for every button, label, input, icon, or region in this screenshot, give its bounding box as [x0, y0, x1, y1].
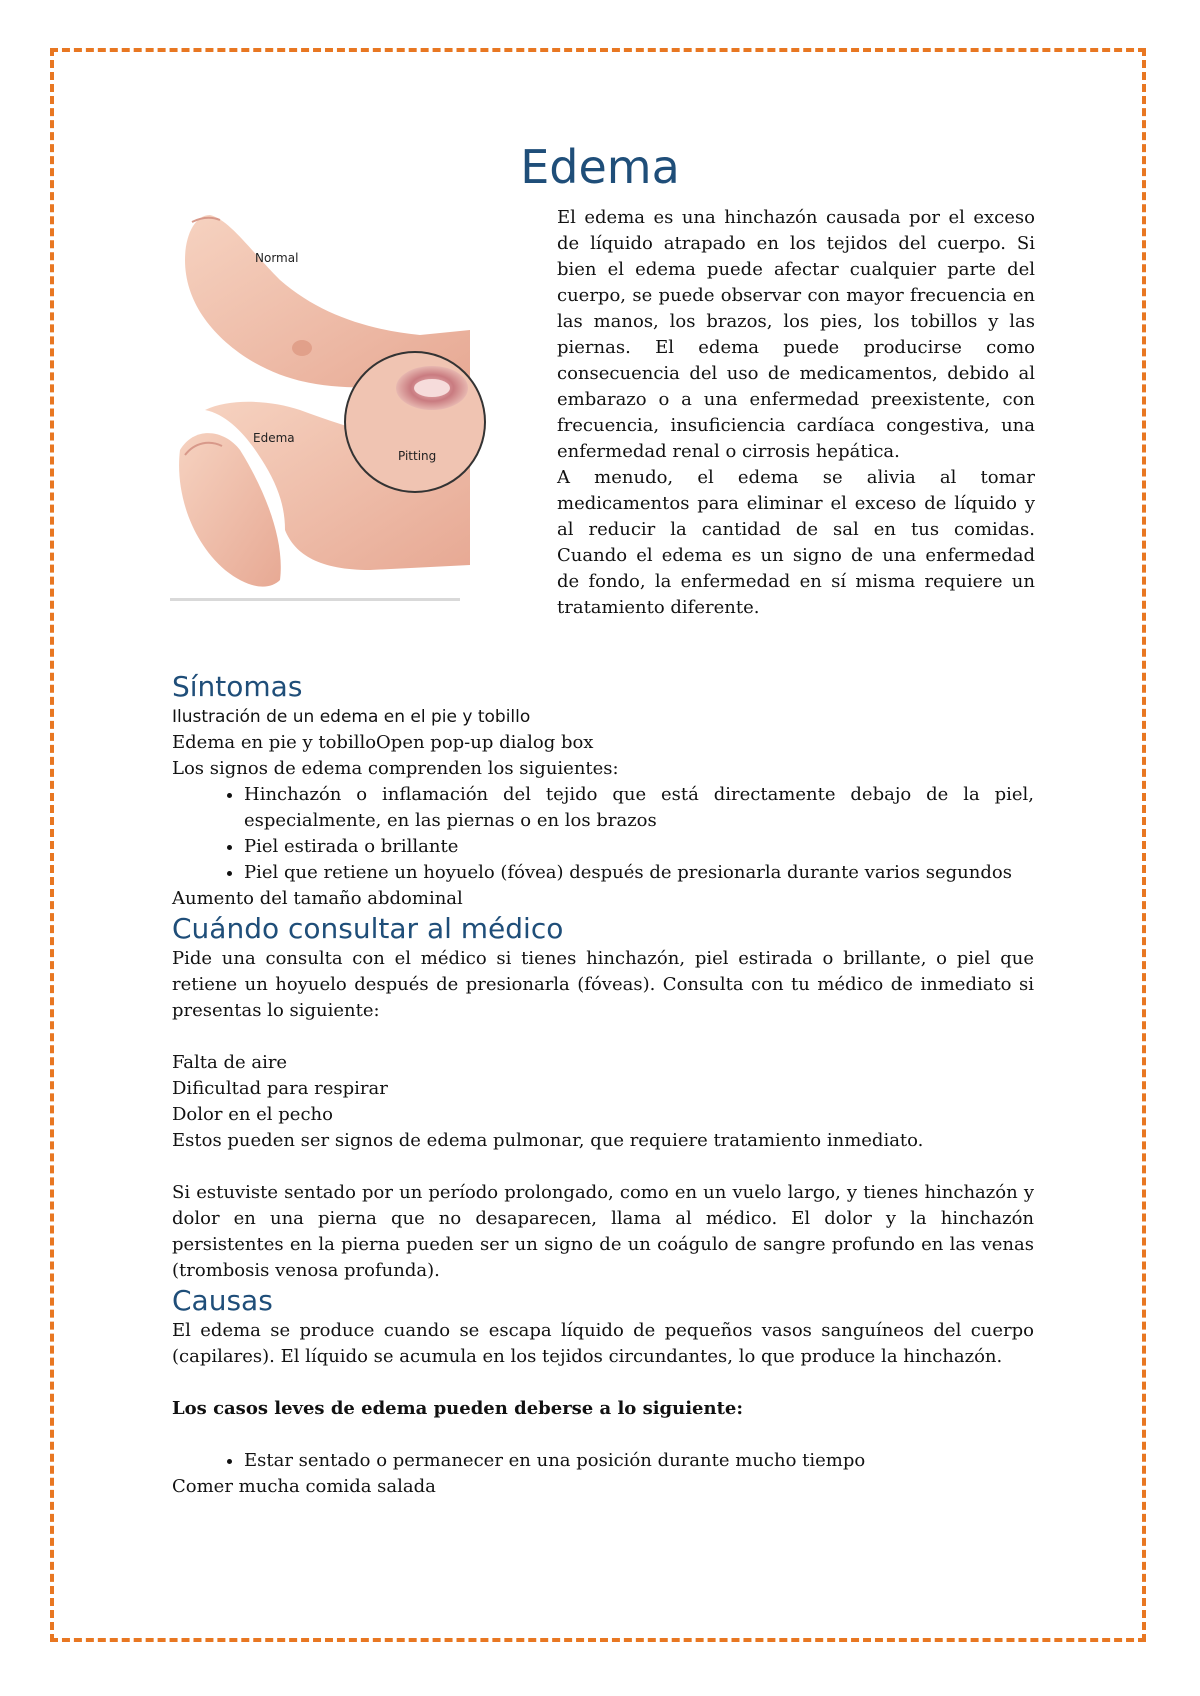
intro-paragraph-1: El edema es una hinchazón causada por el exceso de líquido atrapado en los tejidos del cuerpo. Si bien el edema puede afectar cualquier parte del cuerpo, se puede observar con mayor frecuencia en las manos, los brazos, los pies, los tobillos y las piernas. El edema puede producirse como consecuencia del uso de medicamentos, debido al embarazo o a una enfermedad preexistente, con frecuencia, insuficiencia cardíaca congestiva, una enfermedad renal o cirrosis hepática.	[557, 207, 1035, 462]
causas-bold-line: Los casos leves de edema pueden deberse a lo siguiente:	[172, 1398, 743, 1419]
spacer	[172, 1422, 1034, 1448]
sintomas-list	[172, 782, 1034, 886]
heading-medico: Cuándo consultar al médico	[172, 912, 564, 945]
list-item: • Estar sentado o permanecer en una posición durante mucho tiempo	[244, 1448, 1034, 1474]
spacer	[172, 1370, 1034, 1396]
medico-item: Falta de aire	[172, 1052, 288, 1073]
medico-paragraph-2: Estos pueden ser signos de edema pulmonar, que requiere tratamiento inmediato.	[172, 1130, 924, 1151]
heading-sintomas: Síntomas	[172, 670, 303, 703]
medico-item: Dificultad para respirar	[172, 1078, 388, 1099]
main-content	[172, 670, 1034, 1500]
medico-paragraph-3: Si estuviste sentado por un período prolongado, como en un vuelo largo, y tienes hinchazón y dolor en una pierna que no desaparecen, llama al médico. El dolor y la hinchazón persistentes en la pierna pueden ser un signo de un coágulo de sangre profundo en las venas (trombosis venosa profunda).	[172, 1182, 1034, 1281]
edema-illustration	[170, 210, 540, 650]
sintomas-line-2: Edema en pie y tobilloOpen pop-up dialog box	[172, 732, 594, 753]
label-edema: Edema	[253, 431, 295, 445]
page-title: Edema	[520, 140, 680, 194]
heading-causas: Causas	[172, 1284, 273, 1317]
label-pitting: Pitting	[398, 449, 437, 463]
list-item: • Piel que retiene un hoyuelo (fóvea) después de presionarla durante varios segundos	[244, 860, 1034, 886]
causas-last-line: Comer mucha comida salada	[172, 1476, 436, 1497]
sintomas-line-1: Ilustración de un edema en el pie y tobillo	[172, 707, 531, 727]
intro-text	[557, 205, 1035, 621]
spacer	[172, 1024, 1034, 1050]
list-item: • Piel estirada o brillante	[244, 834, 1034, 860]
medico-paragraph-1: Pide una consulta con el médico si tienes hinchazón, piel estirada o brillante, o piel que retiene un hoyuelo después de presionarla (fóveas). Consulta con tu médico de inmediato si presentas lo siguiente:	[172, 948, 1034, 1021]
sintomas-line-4: Aumento del tamaño abdominal	[172, 888, 463, 909]
list-item: • Hinchazón o inflamación del tejido que está directamente debajo de la piel, especialmente, en las piernas o en los brazos	[244, 782, 1034, 834]
medico-item: Dolor en el pecho	[172, 1104, 333, 1125]
caption-bar	[170, 598, 460, 601]
intro-paragraph-2: A menudo, el edema se alivia al tomar medicamentos para eliminar el exceso de líquido y al reducir la cantidad de sal en tus comidas. Cuando el edema es un signo de una enfermedad de fondo, la enfermedad en sí misma requiere un tratamiento diferente.	[557, 467, 1035, 618]
causas-paragraph-1: El edema se produce cuando se escapa líquido de pequeños vasos sanguíneos del cuerpo (capilares). El líquido se acumula en los tejidos circundantes, lo que produce la hinchazón.	[172, 1320, 1034, 1367]
label-normal: Normal	[255, 251, 299, 265]
sintomas-line-3: Los signos de edema comprenden los siguientes:	[172, 758, 619, 779]
causas-list	[172, 1448, 1034, 1474]
pitting-closeup	[345, 352, 485, 492]
spacer	[172, 1154, 1034, 1180]
